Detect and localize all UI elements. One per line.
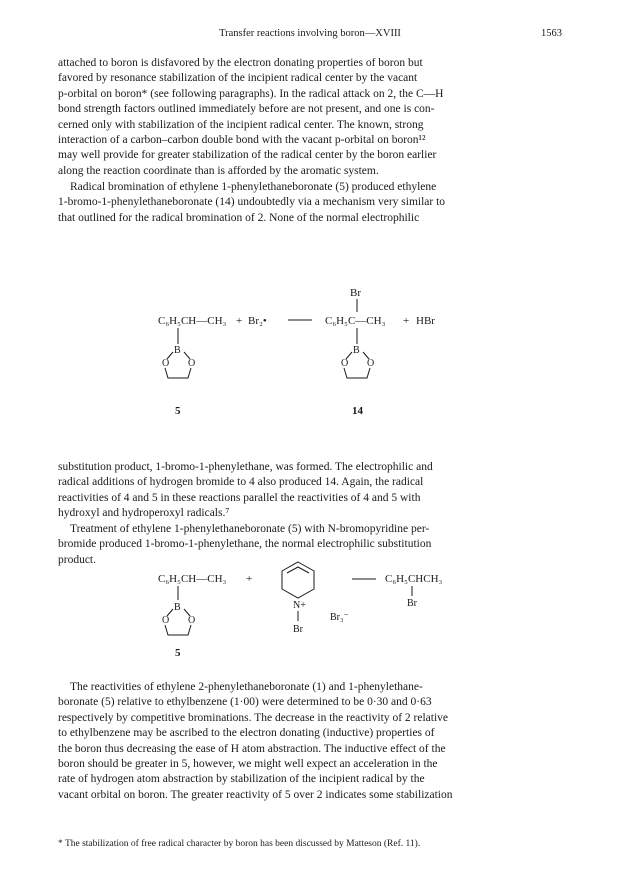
pyridine-bromine: Br [293, 624, 303, 635]
text-line: radical additions of hydrogen bromide to 4 also produced 14. Again, the radical [58, 476, 424, 489]
text-line: The reactivities of ethylene 2-phenylethaneboronate (1) and 1-phenylethane- [70, 681, 423, 693]
text-line: may well provide for greater stabilization of the radical center by the boron earlier [58, 149, 437, 162]
ring-boron: B [174, 345, 181, 356]
text-line: Treatment of ethylene 1-phenylethaneboronate (5) with N-bromopyridine per- [70, 523, 430, 535]
ring-oxygen: O [341, 358, 349, 369]
reaction-scheme-1 [0, 282, 624, 452]
bromine-reagent: Br₂• [248, 315, 267, 327]
text-line: Radical bromination of ethylene 1-phenylethaneboronate (5) produced ethylene [70, 181, 437, 193]
ring-oxygen: O [162, 358, 170, 369]
text-line: reactivities of 4 and 5 in these reactions parallel the reactivities of 4 and 5 with [58, 491, 421, 504]
text-line: substitution product, 1-bromo-1-phenylethane, was formed. The electrophilic and [58, 461, 433, 473]
compound-label: 5 [175, 405, 181, 417]
ring-oxygen: O [188, 615, 196, 626]
product-bromine: Br [407, 598, 417, 609]
text-line: product. [58, 553, 97, 566]
page-number: 1563 [541, 28, 562, 39]
ring-oxygen: O [162, 615, 170, 626]
ring-boron: B [353, 345, 360, 356]
ring-oxygen: O [367, 358, 375, 369]
text-line: boron should be greater in 5, however, we might well expect an acceleration in the [58, 758, 438, 771]
text-line: vacant orbital on boron. The greater reactivity of 5 over 2 indicates some stabilization [58, 788, 453, 801]
text-line: boronate (5) relative to ethylbenzene (1·00) were determined to be 0·30 and 0·63 [58, 696, 432, 709]
plus-sign: + [403, 315, 410, 327]
paragraph-2 [58, 180, 562, 226]
pyridine-nitrogen: N+ [293, 600, 306, 611]
compound-label: 14 [352, 405, 363, 417]
product-formula: C₆H₅CHCH₃ [385, 573, 443, 585]
reactant-formula: C₆H₅CH—CH₃ [158, 315, 227, 327]
text-line: that outlined for the radical bromination of 2. None of the normal electrophilic [58, 211, 420, 224]
text-line: p-orbital on boron* (see following paragraphs). In the radical attack on 2, the C—H [58, 87, 444, 100]
text-line: to ethylbenzene may be ascribed to the electron donating (inductive) properties of [58, 727, 435, 740]
reaction-scheme-2 [0, 558, 624, 668]
footnote: * The stabilization of free radical character by boron has been discussed by Matteson (Ref. 11). [58, 839, 421, 849]
ring-boron: B [174, 602, 181, 613]
plus-sign: + [236, 315, 243, 327]
text-line: 1-bromo-1-phenylethaneboronate (14) undoubtedly via a mechanism very similar to [58, 196, 446, 209]
paragraph-1 [58, 56, 562, 179]
text-line: attached to boron is disfavored by the electron donating properties of boron but [58, 57, 423, 69]
text-line: favored by resonance stabilization of the incipient radical center by the vacant [58, 72, 418, 85]
text-line: interaction of a carbon–carbon double bond with the vacant p-orbital on boron¹² [58, 134, 426, 147]
product-br-substituent: Br [350, 287, 361, 299]
product-formula: C₆H₅C—CH₃ [325, 315, 386, 327]
running-title: Transfer reactions involving boron—XVIII [219, 28, 401, 39]
ring-oxygen: O [188, 358, 196, 369]
text-line: the boron thus decreasing the ease of H atom abstraction. The inductive effect of the [58, 742, 446, 755]
text-line: rate of hydrogen atom abstraction by stabilization of the incipient radical by the [58, 773, 425, 786]
text-line: cerned only with stabilization of the incipient radical center. The known, strong [58, 118, 424, 131]
pyridine-double-bond [287, 567, 309, 573]
text-line: hydroxyl and hydroperoxyl radicals.⁷ [58, 507, 230, 520]
text-line: bond strength factors outlined immediately before are not present, and one is con- [58, 103, 435, 116]
plus-sign: + [246, 573, 253, 585]
tribromide-counter-ion: Br₃⁻ [330, 612, 349, 623]
text-line: respectively by competitive brominations. The decrease in the reactivity of 2 relative [58, 711, 449, 724]
text-line: along the reaction coordinate than is afforded by the aromatic system. [58, 164, 379, 177]
paragraph-5 [58, 680, 562, 803]
byproduct-formula: HBr [416, 315, 435, 327]
paragraph-3 [58, 460, 562, 522]
text-line: bromide produced 1-bromo-1-phenylethane, the normal electrophilic substitution [58, 538, 432, 551]
compound-label: 5 [175, 647, 181, 659]
reactant-formula: C₆H₅CH—CH₃ [158, 573, 227, 585]
running-header [58, 28, 562, 44]
